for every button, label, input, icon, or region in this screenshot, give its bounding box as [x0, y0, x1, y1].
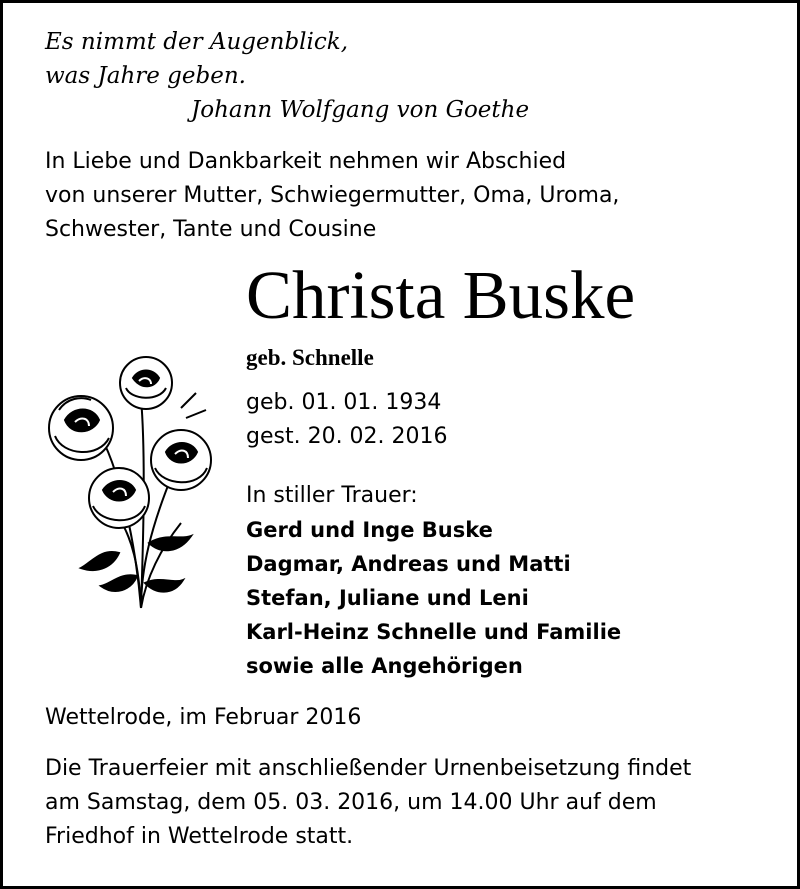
roses-illustration	[41, 348, 221, 613]
mourner-name: sowie alle Angehörigen	[246, 654, 523, 678]
mourners-block	[246, 479, 621, 683]
birth-date: geb. 01. 01. 1934	[246, 390, 442, 415]
funeral-info	[45, 752, 785, 854]
funeral-line: Friedhof in Wettelrode statt.	[45, 824, 354, 849]
goethe-quote	[45, 25, 529, 127]
place-date: Wettelrode, im Februar 2016	[45, 705, 362, 730]
funeral-line: Die Trauerfeier mit anschließender Urnenbeisetzung findet	[45, 756, 692, 781]
mourner-name: Karl-Heinz Schnelle und Familie	[246, 620, 622, 644]
birth-name: geb. Schnelle	[246, 345, 374, 370]
intro-text	[45, 145, 765, 247]
funeral-line: am Samstag, dem 05. 03. 2016, um 14.00 Uhr auf dem	[45, 790, 657, 815]
mourner-name: Dagmar, Andreas und Matti	[246, 552, 571, 576]
intro-line: Schwester, Tante und Cousine	[45, 217, 377, 242]
mourner-name: Stefan, Juliane und Leni	[246, 586, 529, 610]
intro-line: von unserer Mutter, Schwiegermutter, Oma, Uroma,	[45, 183, 620, 208]
mourners-heading: In stiller Trauer:	[246, 483, 418, 508]
death-date: gest. 20. 02. 2016	[246, 424, 448, 449]
deceased-name: Christa Buske	[246, 257, 636, 333]
life-dates	[246, 386, 448, 454]
intro-line: In Liebe und Dankbarkeit nehmen wir Abschied	[45, 149, 567, 174]
quote-author: Johann Wolfgang von Goethe	[191, 97, 530, 123]
mourner-name: Gerd und Inge Buske	[246, 518, 493, 542]
quote-line: was Jahre geben.	[45, 63, 246, 89]
quote-line: Es nimmt der Augenblick,	[45, 29, 349, 55]
